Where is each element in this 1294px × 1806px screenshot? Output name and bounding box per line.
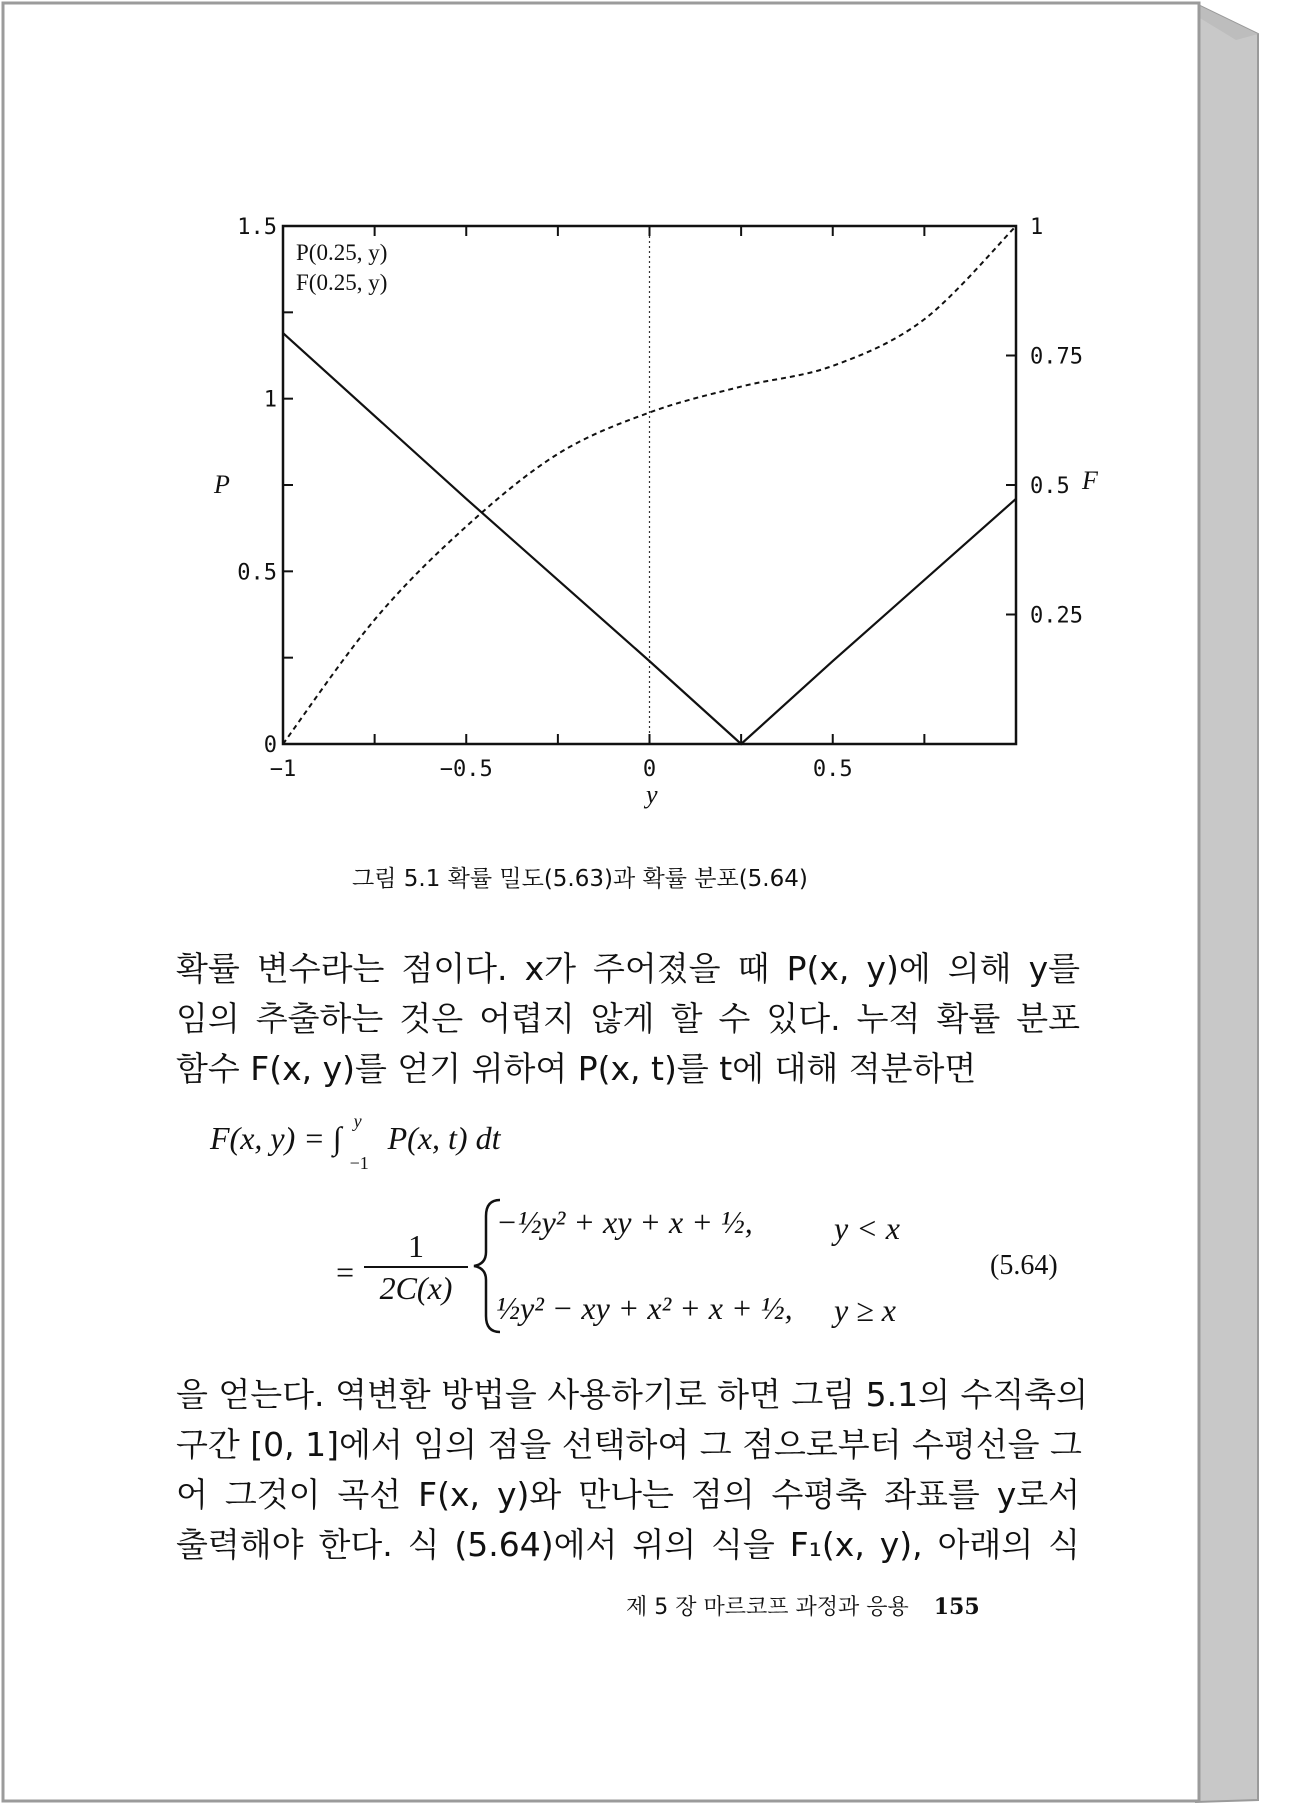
case2-condition: y ≥ x	[834, 1292, 896, 1328]
x-tick-label-0: −1	[269, 757, 297, 782]
y-tick-label-1: 0.5	[237, 560, 277, 586]
para2-line3: 어 그것이 곡선 F(x, y)와 만나는 점의 수평축 좌표를 y로서	[176, 1475, 1080, 1514]
equation-number: (5.64)	[990, 1250, 1058, 1281]
para2-line2: 구간 [0, 1]에서 임의 점을 선택하여 그 점으로부터 수평선을 그	[176, 1425, 1082, 1464]
prefactor-numerator: 1	[408, 1228, 424, 1264]
para2-line1: 을 얻는다. 역변환 방법을 사용하기로 하면 그림 5.1의 수직축의	[176, 1375, 1088, 1414]
case1-expression: −½y² + xy + x + ½,	[496, 1204, 753, 1240]
y-tick-label-2: 1	[263, 387, 277, 413]
y2-tick-label-2: 0.75	[1030, 344, 1083, 370]
chart-legend	[296, 238, 387, 298]
prefactor-denominator: 2C(x)	[379, 1270, 453, 1306]
integral-lower: −1	[349, 1153, 369, 1173]
case2-expression: ½y² − xy + x² + x + ½,	[496, 1290, 793, 1326]
y2-tick-label-3: 1	[1030, 215, 1044, 240]
x-tick-label-1: −0.5	[439, 757, 493, 782]
para1-line1: 확률 변수라는 점이다. x가 주어졌을 때 P(x, y)에 의해 y를	[176, 949, 1080, 988]
case1-condition: y < x	[834, 1210, 900, 1246]
para1-line2: 임의 추출하는 것은 어렵지 않게 할 수 있다. 누적 확률 분포	[176, 999, 1080, 1038]
equation-eq-sign: =	[334, 1254, 356, 1290]
figure-caption: 그림 5.1 확률 밀도(5.63)과 확률 분포(5.64)	[352, 866, 808, 892]
chapter-title: 제 5 장 마르코프 과정과 응용	[626, 1595, 909, 1620]
y2-tick-label-1: 0.5	[1030, 474, 1070, 499]
y-tick-label-0: 0	[263, 733, 277, 758]
para1-line3: 함수 F(x, y)를 얻기 위하여 P(x, t)를 t에 대해 적분하면	[176, 1049, 977, 1088]
equation-integrand: P(x, t) dt	[387, 1120, 501, 1156]
page-number: 155	[933, 1594, 980, 1620]
x-axis-label: y	[646, 780, 658, 809]
right-axis-label: F	[1082, 466, 1098, 495]
equation-lhs	[210, 1111, 501, 1173]
running-footer	[626, 1590, 980, 1621]
legend-p: P(0.25, y)	[296, 240, 388, 265]
y-tick-label-3: 1.5	[237, 215, 277, 240]
y2-tick-label-0: 0.25	[1030, 603, 1083, 629]
integral-upper: y	[353, 1111, 362, 1131]
equation-lhs-text: F(x, y) = ∫	[210, 1120, 342, 1156]
left-axis-label: P	[214, 470, 230, 499]
x-tick-label-2: 0	[642, 757, 657, 782]
x-tick-label-3: 0.5	[812, 757, 853, 782]
para2-line4: 출력해야 한다. 식 (5.64)에서 위의 식을 F₁(x, y), 아래의 식	[176, 1525, 1080, 1564]
prefactor-fraction-bar	[364, 1266, 468, 1268]
legend-f: F(0.25, y)	[296, 270, 388, 295]
